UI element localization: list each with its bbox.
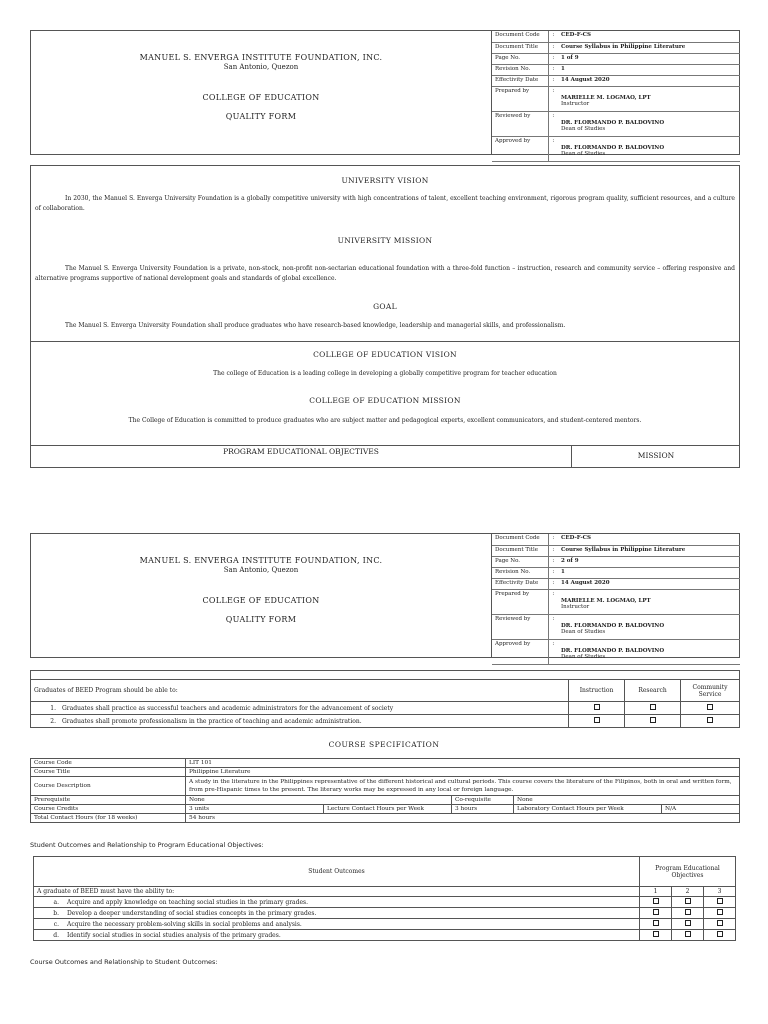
meta-label: Approved by [492, 639, 548, 664]
student-outcomes-caption: Student Outcomes and Relationship to Program Educational Objectives: [30, 841, 264, 849]
so-text: Acquire the necessary problem-solving skills in social problems and analysis. [67, 920, 302, 928]
checkbox-cell [672, 908, 704, 919]
table-row [31, 768, 740, 777]
peo-number: 1. [50, 704, 56, 712]
doc-code-value: CED-F-CS [558, 31, 740, 42]
peo-text: Graduates shall promote professionalism in the practice of teaching and academic administration. [62, 717, 362, 725]
meta-label: Reviewed by [492, 614, 548, 639]
quality-form-header-page2 [30, 533, 740, 658]
course-credits: 3 units [186, 805, 324, 814]
checkbox[interactable] [653, 931, 659, 937]
course-title: Philippine Literature [186, 768, 740, 777]
table-row [31, 702, 740, 715]
institution-block [31, 31, 491, 154]
reviewed-name: DR. FLORMANDO P. BALDOVINO [561, 622, 665, 629]
table-row [31, 715, 740, 728]
checkbox-cell [704, 919, 736, 930]
checkbox[interactable] [685, 909, 691, 915]
doc-title-value: Course Syllabus in Philippine Literature [558, 42, 740, 53]
so-letter: d. [53, 931, 59, 939]
table-row [34, 908, 736, 919]
laboratory-hours: N/A [662, 805, 740, 814]
so-item [34, 919, 640, 930]
table-row [31, 777, 740, 796]
page-no-value: 2 of 9 [558, 556, 740, 567]
institution-block [31, 534, 491, 657]
spec-label: Co-requisite [452, 796, 514, 805]
col-community-service: Community Service [681, 680, 740, 702]
peo-header: Graduates of BEED Program should be able to: [31, 680, 569, 702]
meta-colon: : [548, 64, 558, 75]
checkbox-cell [569, 715, 625, 728]
approved-by [558, 639, 740, 664]
checkbox[interactable] [685, 931, 691, 937]
checkbox[interactable] [650, 717, 656, 723]
checkbox-cell [625, 702, 681, 715]
prepared-by [558, 589, 740, 614]
college-vision-text: The college of Education is a leading college in developing a globally competitive program for teacher education [213, 370, 557, 377]
checkbox[interactable] [685, 920, 691, 926]
so-letter: a. [53, 898, 59, 906]
approved-by [558, 136, 740, 161]
spec-label: Total Contact Hours (for 18 weeks) [31, 814, 186, 823]
checkbox-cell [704, 930, 736, 941]
college-name: COLLEGE OF EDUCATION [202, 93, 320, 102]
document-meta-table [492, 31, 740, 162]
peo-col: 3 [704, 887, 736, 897]
meta-colon: : [548, 545, 558, 556]
quality-form-header-page1 [30, 30, 740, 155]
peo-item [31, 702, 569, 715]
checkbox-cell [640, 930, 672, 941]
table-row [34, 887, 736, 897]
reviewed-role: Dean of Studies [561, 628, 606, 635]
meta-label: Revision No. [492, 567, 548, 578]
course-spec-table [30, 758, 740, 823]
meta-row [492, 534, 740, 545]
spec-label: Lecture Contact Hours per Week [324, 805, 452, 814]
col-instruction: Instruction [569, 680, 625, 702]
peo-col: 1 [640, 887, 672, 897]
checkbox-cell [681, 715, 740, 728]
checkbox[interactable] [653, 909, 659, 915]
meta-label: Prepared by [492, 86, 548, 111]
meta-row [492, 64, 740, 75]
meta-colon: : [548, 567, 558, 578]
page-no-value: 1 of 9 [558, 53, 740, 64]
table-cell [31, 671, 740, 680]
prepared-role: Instructor [561, 603, 590, 610]
approved-role: Dean of Studies [561, 653, 606, 660]
checkbox-cell [681, 702, 740, 715]
meta-colon: : [548, 86, 558, 111]
mission-heading: MISSION [571, 446, 740, 468]
university-vision-title: UNIVERSITY VISION [341, 176, 429, 185]
meta-colon: : [548, 111, 558, 136]
course-specification-title: COURSE SPECIFICATION [328, 740, 440, 749]
prepared-by [558, 86, 740, 111]
revision-value: 1 [558, 567, 740, 578]
college-vision-title: COLLEGE OF EDUCATION VISION [313, 350, 457, 359]
peo-table [30, 670, 740, 728]
total-hours: 54 hours [186, 814, 740, 823]
meta-row [492, 53, 740, 64]
corequisite: None [514, 796, 740, 805]
table-row [31, 814, 740, 823]
so-item [34, 897, 640, 908]
goal-text: The Manuel S. Enverga University Foundation shall produce graduates who have research-based knowledge, leadership and managerial skills, and professionalism. [65, 322, 566, 329]
college-name: COLLEGE OF EDUCATION [202, 596, 320, 605]
spec-label: Prerequisite [31, 796, 186, 805]
checkbox[interactable] [717, 898, 723, 904]
institution-name: MANUEL S. ENVERGA INSTITUTE FOUNDATION, INC. [139, 53, 383, 62]
document-meta-table [492, 534, 740, 665]
checkbox[interactable] [685, 898, 691, 904]
checkbox-cell [704, 897, 736, 908]
revision-value: 1 [558, 64, 740, 75]
meta-colon: : [548, 42, 558, 53]
spec-label: Course Title [31, 768, 186, 777]
university-mission-text: The Manuel S. Enverga University Foundation is a private, non-stock, non-profit non-sectarian educational foundation with a three-fold function – instruction, research and community service – offering responsive and alternative programs supportive of national development goals and standards of global excellence. [35, 265, 735, 282]
spec-label: Course Description [31, 777, 186, 796]
checkbox-cell [640, 908, 672, 919]
peo-heading: PROGRAM EDUCATIONAL OBJECTIVES [223, 447, 379, 456]
table-row [34, 930, 736, 941]
checkbox[interactable] [717, 931, 723, 937]
table-row [31, 680, 740, 702]
meta-label: Document Code [492, 31, 548, 42]
meta-row [492, 75, 740, 86]
doc-code-value: CED-F-CS [558, 534, 740, 545]
peo-header: Program Educational Objectives [640, 857, 736, 887]
meta-row [492, 614, 740, 639]
reviewed-by [558, 111, 740, 136]
spec-label: Course Credits [31, 805, 186, 814]
meta-row [492, 589, 740, 614]
meta-label: Document Title [492, 545, 548, 556]
meta-row [492, 111, 740, 136]
meta-label: Effectivity Date [492, 75, 548, 86]
meta-label: Reviewed by [492, 111, 548, 136]
reviewed-role: Dean of Studies [561, 125, 606, 132]
college-mission-text: The College of Education is committed to produce graduates who are subject matter and pedagogical experts, excellent communicators, and student-centered mentors. [128, 417, 642, 424]
so-text: Acquire and apply knowledge on teaching social studies in the primary grades. [67, 898, 309, 906]
checkbox[interactable] [653, 920, 659, 926]
checkbox-cell [672, 919, 704, 930]
meta-label: Prepared by [492, 589, 548, 614]
meta-row [492, 639, 740, 664]
meta-colon: : [548, 31, 558, 42]
meta-colon: : [548, 53, 558, 64]
table-row [34, 897, 736, 908]
prerequisite: None [186, 796, 452, 805]
checkbox-cell [704, 908, 736, 919]
table-row [31, 759, 740, 768]
prepared-role: Instructor [561, 100, 590, 107]
form-type: QUALITY FORM [225, 615, 297, 624]
meta-label: Page No. [492, 556, 548, 567]
so-letter: b. [53, 909, 59, 917]
meta-colon: : [548, 614, 558, 639]
meta-colon: : [548, 578, 558, 589]
meta-row [492, 545, 740, 556]
checkbox-cell [672, 930, 704, 941]
table-row [31, 796, 740, 805]
checkbox[interactable] [594, 704, 600, 710]
checkbox[interactable] [717, 909, 723, 915]
peo-text: Graduates shall practice as successful teachers and academic administrators for the advancement of society [62, 704, 394, 712]
meta-label: Effectivity Date [492, 578, 548, 589]
meta-row [492, 136, 740, 161]
so-header: Student Outcomes [34, 857, 640, 887]
document-meta [491, 31, 740, 157]
table-row [31, 805, 740, 814]
doc-title-value: Course Syllabus in Philippine Literature [558, 545, 740, 556]
checkbox-cell [625, 715, 681, 728]
meta-row [492, 578, 740, 589]
prepared-name: MARIELLE M. LOGMAO, LPT [561, 597, 651, 604]
checkbox-cell [640, 919, 672, 930]
checkbox[interactable] [707, 717, 713, 723]
college-mission-title: COLLEGE OF EDUCATION MISSION [309, 396, 461, 405]
spec-label: Laboratory Contact Hours per Week [514, 805, 662, 814]
col-research: Research [625, 680, 681, 702]
institution-name: MANUEL S. ENVERGA INSTITUTE FOUNDATION, INC. [139, 556, 383, 565]
spec-label: Course Code [31, 759, 186, 768]
approved-name: DR. FLORMANDO P. BALDOVINO [561, 144, 665, 151]
so-intro: A graduate of BEED must have the ability to: [34, 887, 640, 897]
checkbox-cell [672, 897, 704, 908]
university-vision-text: In 2030, the Manuel S. Enverga University Foundation is a globally competitive university with high concentrations of talent, excellent teaching environment, rigorous program quality, sufficient resources, and a culture of collaboration. [35, 195, 735, 212]
meta-colon: : [548, 136, 558, 161]
meta-colon: : [548, 534, 558, 545]
checkbox[interactable] [717, 920, 723, 926]
student-outcomes-table [33, 856, 736, 941]
university-mission-title: UNIVERSITY MISSION [337, 236, 433, 245]
so-text: Identify social studies in social studies analysis of the primary grades. [67, 931, 281, 939]
institution-address: San Antonio, Quezon [223, 566, 299, 574]
reviewed-by [558, 614, 740, 639]
document-meta [491, 534, 740, 660]
checkbox[interactable] [653, 898, 659, 904]
meta-colon: : [548, 75, 558, 86]
meta-label: Page No. [492, 53, 548, 64]
reviewed-name: DR. FLORMANDO P. BALDOVINO [561, 119, 665, 126]
meta-label: Document Code [492, 534, 548, 545]
meta-colon: : [548, 556, 558, 567]
so-item [34, 930, 640, 941]
checkbox[interactable] [594, 717, 600, 723]
prepared-name: MARIELLE M. LOGMAO, LPT [561, 94, 651, 101]
meta-row [492, 556, 740, 567]
course-outcomes-caption: Course Outcomes and Relationship to Student Outcomes: [30, 958, 218, 966]
so-text: Develop a deeper understanding of social studies concepts in the primary grades. [67, 909, 317, 917]
meta-row [492, 86, 740, 111]
table-row [34, 919, 736, 930]
checkbox-cell [640, 897, 672, 908]
peo-col: 2 [672, 887, 704, 897]
effectivity-value: 14 August 2020 [558, 75, 740, 86]
course-description: A study in the literature in the Philippines representative of the different historical and cultural periods. This course covers the literature of the Filipinos, both in oral and written form, from pre-Hispanic times to the present. The literary works may be expressed in any local or foreign language. [186, 777, 740, 796]
lecture-hours: 3 hours [452, 805, 514, 814]
so-letter: c. [53, 920, 59, 928]
peo-number: 2. [50, 717, 56, 725]
meta-colon: : [548, 639, 558, 664]
meta-label: Document Title [492, 42, 548, 53]
table-row [31, 671, 740, 680]
checkbox[interactable] [650, 704, 656, 710]
checkbox-cell [569, 702, 625, 715]
so-item [34, 908, 640, 919]
meta-colon: : [548, 589, 558, 614]
approved-role: Dean of Studies [561, 150, 606, 157]
peo-item [31, 715, 569, 728]
divider [31, 341, 739, 342]
meta-label: Approved by [492, 136, 548, 161]
form-type: QUALITY FORM [225, 112, 297, 121]
approved-name: DR. FLORMANDO P. BALDOVINO [561, 647, 665, 654]
goal-title: GOAL [373, 302, 397, 311]
meta-row [492, 42, 740, 53]
table-row [34, 857, 736, 887]
meta-label: Revision No. [492, 64, 548, 75]
institution-address: San Antonio, Quezon [223, 63, 299, 71]
meta-row [492, 567, 740, 578]
vision-mission-section [30, 165, 740, 468]
meta-row [492, 31, 740, 42]
checkbox[interactable] [707, 704, 713, 710]
course-code: LIT 101 [186, 759, 740, 768]
effectivity-value: 14 August 2020 [558, 578, 740, 589]
